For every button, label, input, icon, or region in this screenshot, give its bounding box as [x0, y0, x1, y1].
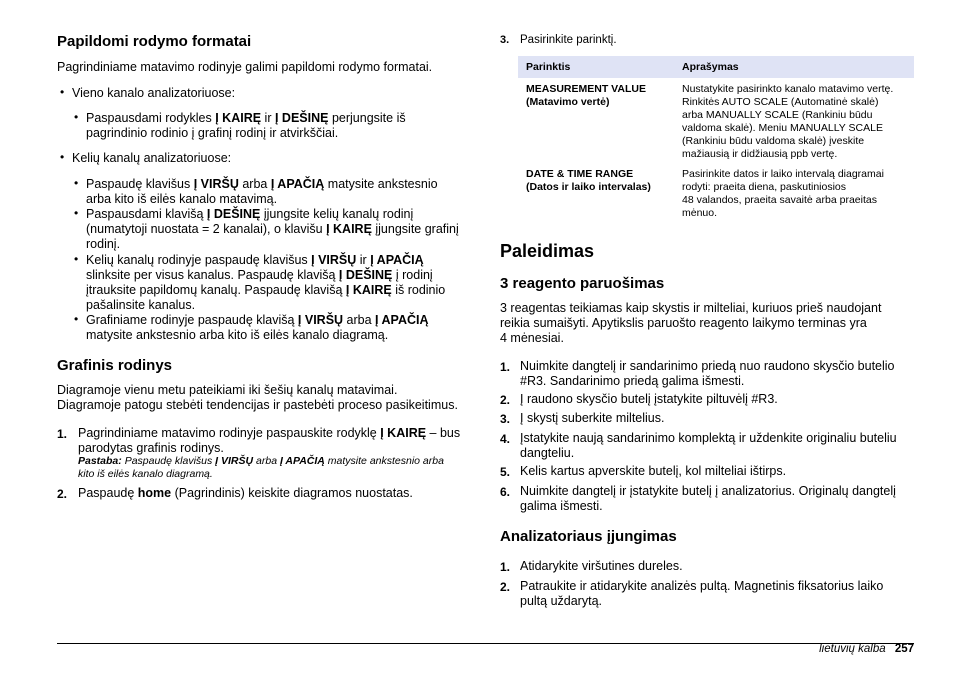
section-heading-graph-view: Grafinis rodinys	[57, 357, 173, 374]
graph-paragraph: Diagramoje vienu metu pateikiami iki šešių kanalų matavimai. Diagramoje patogu stebėti tendencijas ir pastebėti proceso pasikeitimus.	[57, 383, 458, 412]
table-header-option: Parinktis	[518, 56, 674, 78]
reagent-step: Įstatykite naują sandarinimo komplektą ir uždenkite originaliu buteliu dangteliu.	[520, 431, 897, 460]
description-line: valdoma skalė). Meniu MANUALLY SCALE	[682, 122, 883, 134]
step-number: 6.	[500, 485, 511, 499]
description-line: mėnuo.	[682, 207, 718, 219]
multi-channel-item-3: Kelių kanalų rodinyje paspaudę klavišus Į VIRŠŲ ir Į APAČIĄ slinksite per visus kanalus. Paspaudę klavišą Į DEŠINĘ į rodinį įtrauksite papildomų kanalų. Paspaudę klavišą Į KAIRĘ iš rodinio pašalinsite kanalus.	[86, 253, 446, 312]
multi-channel-item-4: Grafiniame rodinyje paspaudę klavišą Į VIRŠŲ arba Į APAČIĄ matysite ankstesnio arba kito iš eilės kanalo diagramą.	[86, 313, 429, 342]
footer-divider	[57, 643, 914, 644]
multi-channel-item-1: Paspaudę klavišus Į VIRŠŲ arba Į APAČIĄ matysite ankstesnio arba kito iš eilės kanalo matavimą.	[86, 177, 438, 206]
option-name-lt: (Matavimo vertė)	[526, 96, 610, 108]
reagent-step: Į skystį suberkite miltelius.	[520, 411, 665, 425]
step-number: 4.	[500, 432, 511, 446]
reagent-step: Nuimkite dangtelį ir sandarinimo priedą nuo raudono skysčio butelio #R3. Sandarinimo priedą galima išmesti.	[520, 359, 895, 388]
bullet: •	[60, 85, 65, 99]
step-number: 1.	[500, 560, 511, 574]
description-line: (Rankiniu būdu valdoma skalė) įveskite	[682, 135, 865, 147]
bullet: •	[74, 206, 79, 220]
option-name: DATE & TIME RANGE	[526, 168, 634, 180]
description-line: mažiausią ir didžiausią ppb vertę.	[682, 148, 838, 160]
single-channel-label: Vieno kanalo analizatoriuose:	[72, 86, 236, 100]
startup-step: Patraukite ir atidarykite analizės pultą. Magnetinis fiksatorius laiko pultą uždarytą.	[520, 579, 884, 608]
step-number: 2.	[57, 487, 68, 501]
intro-paragraph: Pagrindiniame matavimo rodinyje galimi papildomi rodymo formatai.	[57, 60, 433, 74]
bullet: •	[74, 252, 79, 266]
step-number: 1.	[500, 360, 511, 374]
reagent-paragraph: 3 reagentas teikiamas kaip skystis ir milteliai, kuriuos prieš naudojant reikia sumaišyti. Apytikslis paruošto reagento laikymo terminas yra 4 mėnesiai.	[500, 301, 882, 345]
reagent-step: Į raudono skysčio butelį įstatykite piltuvėlį #R3.	[520, 392, 778, 406]
multi-channel-label: Kelių kanalų analizatoriuose:	[72, 151, 232, 165]
bullet: •	[60, 150, 65, 164]
options-table	[518, 56, 914, 220]
description-line: Pasirinkite datos ir laiko intervalą diagramai	[682, 168, 884, 180]
step-number: 3.	[500, 34, 510, 46]
graph-step-1: Pagrindiniame matavimo rodinyje paspauskite rodyklę Į KAIRĘ – bus parodytas grafinis rodinys.	[78, 426, 461, 455]
reagent-step: Nuimkite dangtelį ir įstatykite butelį į analizatorius. Originalų dangtelį galima išmesti.	[520, 484, 896, 513]
page-number: 257	[894, 643, 914, 655]
section-heading-additional-formats: Papildomi rodymo formatai	[57, 33, 252, 50]
choose-option-step: Pasirinkite parinktį.	[520, 34, 617, 46]
multi-channel-item-2: Paspausdami klavišą Į DEŠINĘ įjungsite kelių kanalų rodinį (numatytoji nuostata = 2 kanalai), o klavišu Į KAIRĘ įjungsite grafinį rodinį.	[86, 207, 459, 251]
description-line: Nustatykite pasirinkto kanalo matavimo vertę.	[682, 83, 894, 95]
step-number: 1.	[57, 427, 68, 441]
description-line: 48 valandos, praeita savaitė arba praeitas	[682, 194, 877, 206]
option-name-lt: (Datos ir laiko intervalas)	[526, 181, 651, 193]
step-number: 2.	[500, 580, 511, 594]
table-row	[518, 161, 914, 220]
section-heading-reagent: 3 reagento paruošimas	[500, 275, 665, 292]
footer	[819, 643, 914, 655]
step-number: 5.	[500, 465, 511, 479]
page-title-startup: Paleidimas	[500, 241, 595, 261]
bullet: •	[74, 110, 79, 124]
graph-step-2: Paspaudę home (Pagrindinis) keiskite diagramos nuostatas.	[78, 486, 413, 500]
table-header-description: Aprašymas	[674, 56, 914, 78]
option-name: MEASUREMENT VALUE	[526, 83, 646, 95]
step-number: 2.	[500, 393, 511, 407]
table-row	[518, 78, 914, 161]
section-heading-analyzer-startup: Analizatoriaus įjungimas	[500, 528, 677, 545]
footer-language: lietuvių kalba	[819, 643, 886, 655]
step-number: 3.	[500, 412, 511, 426]
bullet: •	[74, 176, 79, 190]
graph-step-note: Pastaba: Paspaudę klavišus Į VIRŠŲ arba Į APAČIĄ matysite ankstesnio arba kito iš eilės kanalo diagramą.	[78, 455, 444, 480]
description-line: Rinkitės AUTO SCALE (Automatinė skalė)	[682, 96, 879, 108]
description-line: rodyti: praeita diena, paskutiniosios	[682, 181, 847, 193]
startup-step: Atidarykite viršutines dureles.	[520, 559, 683, 573]
reagent-step: Kelis kartus apverskite butelį, kol milteliai ištirps.	[520, 464, 787, 478]
description-line: arba MANUALLY SCALE (Rankiniu būdu	[682, 109, 873, 121]
single-channel-item: Paspausdami rodykles Į KAIRĘ ir Į DEŠINĘ perjungsite iš pagrindinio rodinio į grafinį rodinį ir atvirkščiai.	[86, 111, 406, 140]
bullet: •	[74, 312, 79, 326]
